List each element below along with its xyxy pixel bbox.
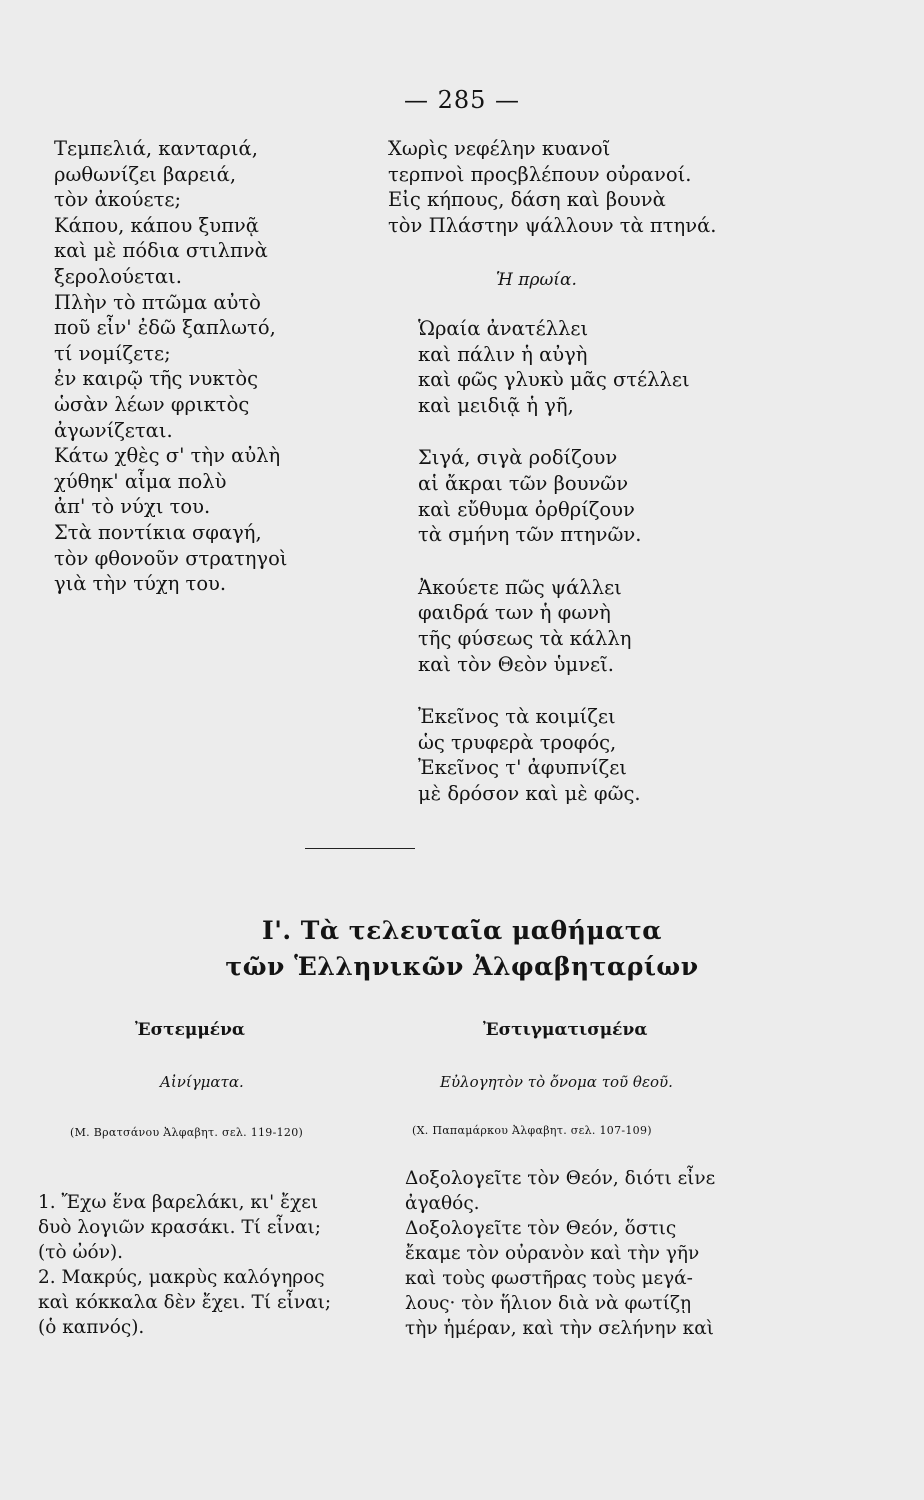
poem-line: καὶ τὸν Θεὸν ὑμνεῖ.: [418, 652, 614, 676]
poem-line: καὶ μὲ πόδια στιλπνὰ: [54, 239, 268, 263]
page-number: — 285 —: [403, 86, 521, 114]
poem-line: ἀπ' τὸ νύχι του.: [54, 495, 211, 519]
right-column-subtitle: Εὐλογητὸν τὸ ὄνομα τοῦ θεοῦ.: [440, 1073, 673, 1091]
poem-line: ἐν καιρῷ τῆς νυκτὸς: [54, 367, 259, 391]
left-column-subtitle: Αἰνίγματα.: [160, 1073, 244, 1091]
poem-line: Ὡραία ἀνατέλλει: [418, 317, 589, 340]
poem-line: Κάτω χθὲς σ' τὴν αὐλὴ: [54, 444, 281, 468]
poem-line: καὶ πάλιν ἡ αὐγὴ: [418, 342, 588, 366]
poem-line: χύθηκ' αἷμα πολὺ: [54, 469, 227, 493]
left-poem: [54, 136, 287, 597]
text-line: (τὸ ὠόν).: [38, 1242, 124, 1263]
riddles-text: [38, 1190, 378, 1340]
text-line: καὶ κόκκαλα δὲν ἔχει. Τί εἶναι;: [38, 1292, 332, 1313]
poem-line: Πλὴν τὸ πτῶμα αὐτὸ: [54, 290, 261, 314]
left-citation: (Μ. Βρατσάνου Ἀλφαβητ. σελ. 119-120): [70, 1126, 304, 1139]
poem-line: Ἐκεῖνος τὰ κοιμίζει: [418, 705, 616, 729]
poem-line: Κάπου, κάπου ξυπνᾷ: [54, 213, 259, 237]
poem-line: Στὰ ποντίκια σφαγή,: [54, 520, 262, 544]
text-line: (ὁ καπνός).: [38, 1317, 145, 1338]
text-line: τὴν ἡμέραν, καὶ τὴν σελήνην καὶ: [405, 1318, 714, 1339]
poem-line: ὡς τρυφερὰ τροφός,: [418, 730, 617, 754]
text-line: 1. Ἔχω ἕνα βαρελάκι, κι' ἔχει: [38, 1192, 319, 1213]
poem-line: φαιδρά των ἡ φωνὴ: [418, 601, 611, 625]
poem-line: τὸν φθονοῦν στρατηγοὶ: [54, 546, 288, 570]
text-line: 2. Μακρύς, μακρὺς καλόγηρος: [38, 1267, 325, 1288]
text-line: δυὸ λογιῶν κρασάκι. Τί εἶναι;: [38, 1217, 321, 1238]
text-line: λους· τὸν ἥλιον διὰ νὰ φωτίζῃ: [405, 1293, 692, 1314]
section-divider: [305, 848, 415, 849]
text-line: Δοξολογεῖτε τὸν Θεόν, διότι εἶνε: [405, 1168, 716, 1189]
text-line: καὶ τοὺς φωστῆρας τοὺς μεγά-: [405, 1268, 693, 1289]
poem-line: ξερολούεται.: [54, 264, 182, 288]
poem-line: καὶ φῶς γλυκὺ μᾶς στέλλει: [418, 368, 690, 392]
poem-line: μὲ δρόσον καὶ μὲ φῶς.: [418, 781, 641, 805]
poem-line: Εἰς κήπους, δάση καὶ βουνὰ: [388, 188, 666, 212]
poem-line: τερπνοὶ προςβλέπουν οὐρανοί.: [388, 162, 692, 186]
text-line: ἔκαμε τὸν οὐρανὸν καὶ τὴν γῆν: [405, 1243, 700, 1264]
text-line: ἀγαθός.: [405, 1193, 480, 1214]
poem-line: καὶ εὔθυμα ὀρθρίζουν: [418, 497, 635, 521]
section-heading-continued: τῶν Ἑλληνικῶν Ἀλφαβηταρίων: [225, 952, 699, 981]
doxology-text: [405, 1166, 745, 1341]
poem-line: Ἀκούετε πῶς ψάλλει: [418, 575, 622, 599]
poem-line: τὸν ἀκούετε;: [54, 188, 182, 212]
poem-title: Ἡ πρωία.: [496, 270, 577, 290]
poem-line: ὡσὰν λέων φρικτὸς: [54, 392, 250, 416]
poem-line: τῆς φύσεως τὰ κάλλη: [418, 626, 632, 650]
poem-line: γιὰ τὴν τύχη του.: [54, 572, 227, 596]
poem-line: καὶ μειδιᾷ ἡ γῆ,: [418, 393, 574, 417]
right-poem: [418, 316, 690, 807]
right-top-stanza: [388, 136, 716, 238]
poem-line: ρωθωνίζει βαρειά,: [54, 162, 237, 186]
poem-line: Τεμπελιά, κανταριά,: [54, 137, 258, 160]
right-citation: (Χ. Παπαμάρκου Ἀλφαβητ. σελ. 107-109): [412, 1124, 652, 1137]
text-line: Δοξολογεῖτε τὸν Θεόν, ὅστις: [405, 1218, 677, 1239]
stanza: [418, 575, 690, 677]
poem-line: αἱ ἄκραι τῶν βουνῶν: [418, 471, 629, 495]
poem-line: ἀγωνίζεται.: [54, 418, 173, 442]
section-heading: Ι'. Τὰ τελευταῖα μαθήματα: [262, 916, 662, 945]
poem-line: ποῦ εἶν' ἐδῶ ξαπλωτό,: [54, 316, 276, 340]
poem-line: τὰ σμήνη τῶν πτηνῶν.: [418, 523, 642, 547]
stanza: [418, 445, 690, 547]
poem-line: Χωρὶς νεφέλην κυανοῖ: [388, 137, 611, 160]
right-column-heading: Ἐστιγματισμένα: [483, 1020, 648, 1040]
left-column-heading: Ἐστεμμένα: [135, 1020, 246, 1040]
stanza: [418, 316, 690, 418]
poem-line: Σιγά, σιγὰ ροδίζουν: [418, 446, 618, 470]
poem-line: τὸν Πλάστην ψάλλουν τὰ πτηνά.: [388, 213, 717, 237]
poem-line: Ἐκεῖνος τ' ἀφυπνίζει: [418, 756, 627, 780]
stanza: [418, 704, 690, 806]
poem-line: τί νομίζετε;: [54, 341, 171, 365]
